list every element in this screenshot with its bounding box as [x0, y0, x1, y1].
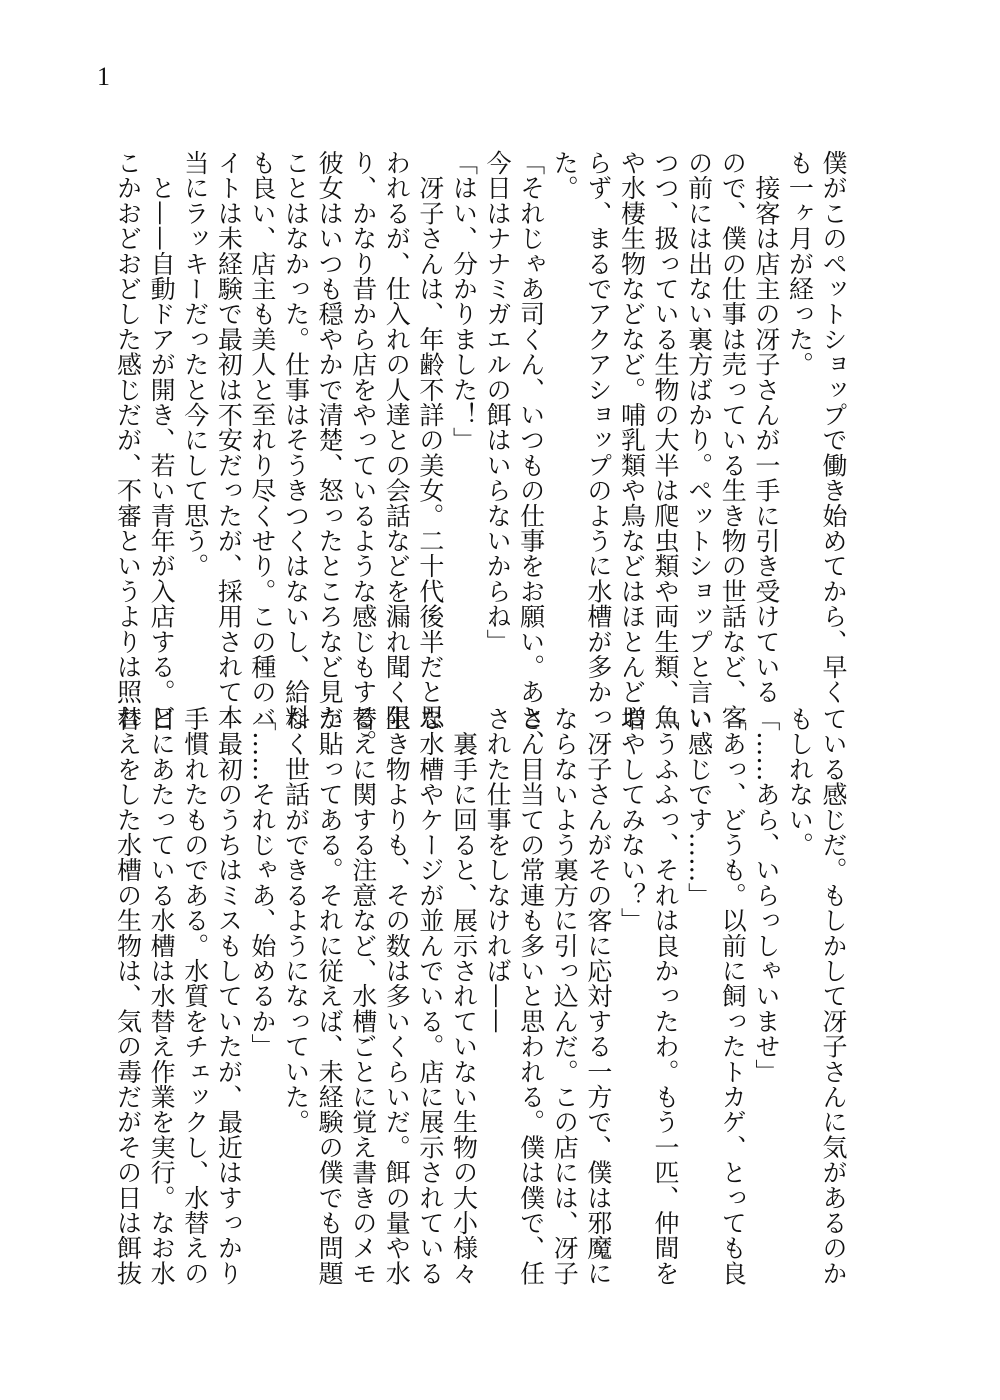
text-line: らず、まるでアクアショップのように水槽が多かっ — [583, 150, 613, 730]
text-line: なく世話ができるようになっていた。 — [281, 706, 311, 1135]
text-line: さん目当ての常連も多いと思われる。僕は僕で、任 — [516, 706, 546, 1286]
text-line: た。 — [550, 150, 580, 201]
text-line: イトは未経験で最初は不安だったが、採用されて本 — [214, 150, 244, 730]
text-line: われるが、仕入れの人達との会話などを漏れ聞く限 — [382, 150, 412, 730]
text-line: 「あっ、どうも。以前に飼ったトカゲ、とっても良 — [718, 706, 748, 1286]
text-line: 冴子さんがその客に応対する一方で、僕は邪魔に — [583, 706, 613, 1286]
text-block-bottom — [110, 706, 850, 1286]
text-line: つつ、扱っている生物の大半は爬虫類や両生類、魚 — [651, 150, 681, 730]
text-line: 日にあたっている水槽は水替え作業を実行。なお水 — [147, 706, 177, 1286]
text-line: 「はい、分かりました！」 — [449, 150, 479, 453]
text-line: 最初のうちはミスもしていたが、最近はすっかり — [214, 706, 244, 1286]
page-number: 1 — [97, 62, 110, 91]
text-line: 生き物よりも、その数は多いくらいだ。餌の量や水 — [382, 706, 412, 1286]
text-line: の前には出ない裏方ばかり。ペットショップと言い — [684, 150, 714, 730]
text-line: 替えに関する注意など、水槽ごとに覚え書きのメモ — [348, 706, 378, 1286]
text-line: が貼ってある。それに従えば、未経験の僕でも問題 — [315, 706, 345, 1286]
text-line: 「うふふっ、それは良かったわ。もう一匹、仲間を — [651, 706, 681, 1286]
text-line: り、かなり昔から店をやっているような感じもする。 — [348, 150, 378, 755]
text-line: 僕がこのペットショップで働き始めてから、早く — [819, 150, 848, 705]
text-block-top — [110, 150, 850, 755]
text-line: や水棲生物などなど。哺乳類や鳥などはほとんどお — [617, 150, 647, 730]
text-line: 「……あら、いらっしゃいませ」 — [751, 706, 781, 1084]
text-line: も一ヶ月が経った。 — [785, 150, 815, 377]
text-line: 冴子さんは、年齢不詳の美女。二十代後半だと思 — [415, 150, 445, 730]
text-line: こかおどおどした感じだが、不審というよりは照れ — [113, 150, 143, 730]
text-line: 接客は店主の冴子さんが一手に引き受けている — [751, 150, 781, 705]
text-line: ことはなかった。仕事はそうきつくはないし、給料 — [281, 150, 311, 730]
text-line: 手慣れたものである。水質をチェックし、水替えの — [180, 706, 210, 1286]
text-line: 「……それじゃあ、始めるか」 — [247, 706, 277, 1059]
text-line: もしれない。 — [785, 706, 815, 858]
text-line: と——自動ドアが開き、若い青年が入店する。ど — [147, 150, 177, 730]
text-line: ている感じだ。もしかして冴子さんに気があるのか — [819, 706, 848, 1286]
text-line: ので、僕の仕事は売っている生き物の世話など、客 — [718, 150, 748, 730]
text-line: 彼女はいつも穏やかで清楚、怒ったところなど見た — [315, 150, 345, 730]
text-line: も良い、店主も美人と至れり尽くせり。この種のバ — [247, 150, 277, 730]
text-line: 「それじゃあ司くん、いつもの仕事をお願い。あと、 — [516, 150, 546, 755]
text-line: 増やしてみない？」 — [617, 706, 647, 933]
text-line: された仕事をしなければ—— — [483, 706, 513, 1034]
text-line: 当にラッキーだったと今にして思う。 — [180, 150, 210, 579]
text-line: な水槽やケージが並んでいる。店に展示されている — [415, 706, 445, 1286]
text-line: ならないよう裏方に引っ込んだ。この店には、冴子 — [550, 706, 580, 1286]
text-line: い感じです……」 — [684, 706, 714, 908]
text-line: 今日はナナミガエルの餌はいらないからね」 — [483, 150, 513, 654]
text-line: 替えをした水槽の生物は、気の毒だがその日は餌抜 — [113, 706, 143, 1286]
text-line: 裏手に回ると、展示されていない生物の大小様々 — [449, 706, 479, 1286]
